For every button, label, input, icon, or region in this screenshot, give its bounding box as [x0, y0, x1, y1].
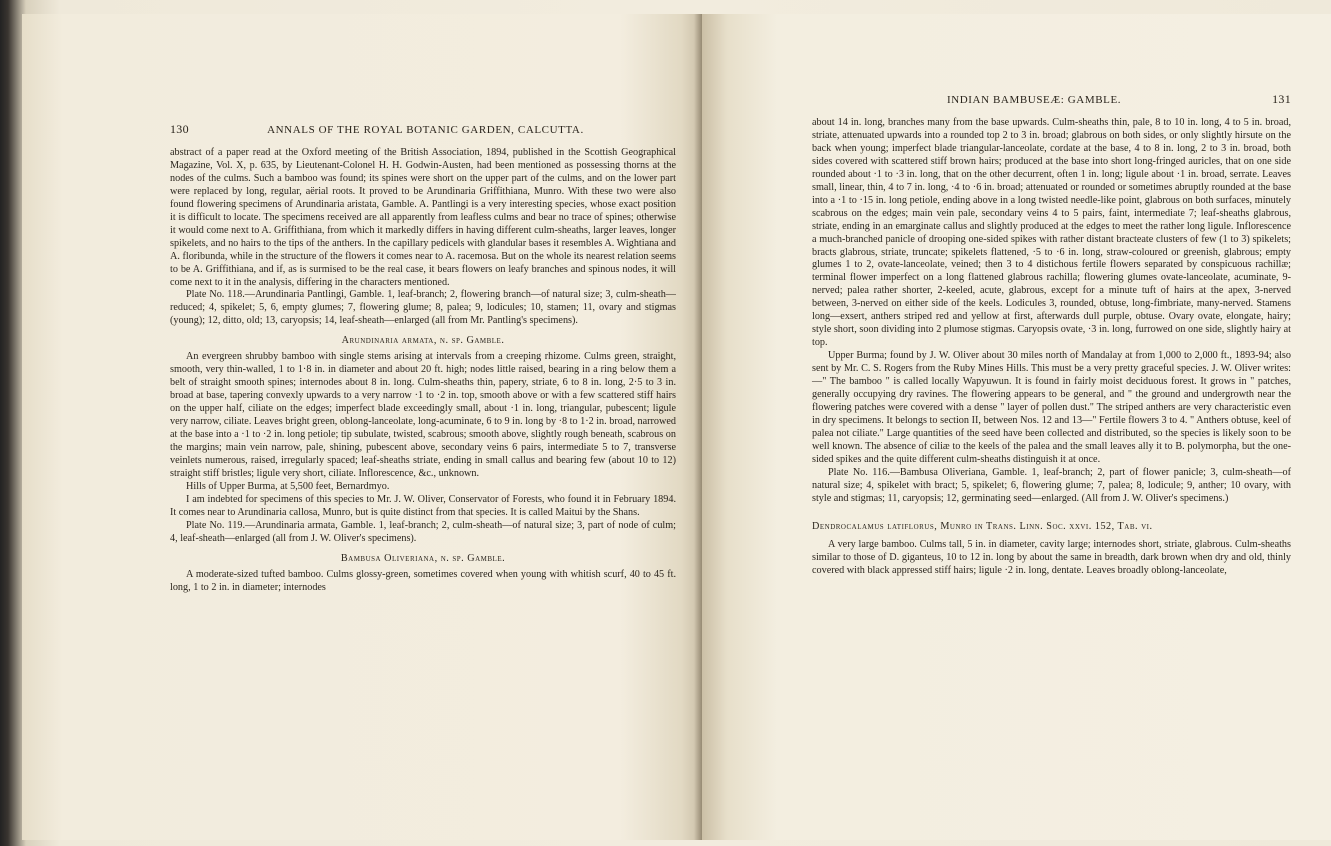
oliveriana-description-start: A moderate-sized tufted bamboo. Culms glossy-green, sometimes covered when young with whitish scurf, 40 to 45 ft. long, 1 to 2 in. in diameter; internodes — [170, 568, 676, 593]
latiflorus-description-start: A very large bamboo. Culms tall, 5 in. in diameter, cavity large; internodes short, striate, glabrous. Culm-sheaths similar to those of D. giganteus, 10 to 12 in. long by about the same in breadth, dark brown when dry and old, thinly covered with black appressed stiff hairs; ligule ·2 in. long, dentate. Leaves broadly oblong-lanceolate, — [812, 538, 1291, 576]
right-page — [702, 14, 1331, 840]
left-folio: 130 — [170, 122, 189, 136]
left-plate-118-caption: Plate No. 118.—Arundinaria Pantlingi, Gamble. 1, leaf-branch; 2, flowering branch—of natural size; 3, culm-sheath—reduced; 4, spikelet; 5, 6, empty glumes; 7, flowering glume; 8, palea; 9, lodicules; 10, stamen; 11, ovary and stigmas (young); 12, ditto, old; 13, caryopsis; 14, leaf-sheath—enlarged (all from Mr. Pantling's specimens). — [170, 289, 676, 327]
right-paragraph-2: Upper Burma; found by J. W. Oliver about 30 miles north of Mandalay at from 1,000 to 2,000 ft., 1893-94; also sent by Mr. C. S. Rogers from the Ruby Mines Hills. This must be a very pretty graceful species. J. W. Oliver writes:—" The bamboo " is called locally Wapyuwun. It is found in fairly moist deciduous forest. It grows in " patches, generally occupying dry ravines. The flowering appears to be general, and " the ground and undergrowth near the flowering patches were covered with a dense " layer of pollen dust." The striped anthers are very characteristic even in dry specimens. It belongs to section II, between Nos. 12 and 13—" Fertile flowers 3 to 4. " Anthers obtuse, keel of palea not ciliate." Large quantities of the seed have been collected and distributed, so the species is likely soon to be well known. The absence of ciliæ to the keels of the palea and the small leaves ally it to B. polymorpha, but the one-sided spikes and the quite different culm-sheaths distinguish it at once. — [812, 350, 1291, 465]
left-plate-119-caption: Plate No. 119.—Arundinaria armata, Gamble. 1, leaf-branch; 2, culm-sheath—of natural size; 3, part of node of culm; 4, leaf-sheath—enlarged (all from J. W. Oliver's specimens). — [170, 519, 676, 544]
left-running-head — [170, 122, 676, 137]
section-head-dendrocalamus-latiflorus: Dendrocalamus latiflorus, Munro in Trans. Linn. Soc. xxvi. 152, Tab. vi. — [812, 520, 1153, 532]
right-paragraph-1: about 14 in. long, branches many from the base upwards. Culm-sheaths thin, pale, 8 to 10 in. long, 4 to 5 in. broad, striate, attenuated upwards into a rounded top 2 to 3 in. broad; glabrous on both sides, or only slightly hirsute on the back when young; imperfect blade triangular-lanceolate, cordate at the base, 4 to 8 in. long, 2 to 3 in. broad, both sides covered with scattered stiff brown hairs; produced at the base into short long-fringed auricles, that on one side rounded about ·1 to ·3 in. long, that on the other decurrent, often 1 in. long; ligule about ·1 in. broad, serrate. Leaves small, linear, thin, 4 to 7 in. long, ·4 to ·6 in. broad; attenuated or rounded or sometimes abruptly rounded at the base into a ·1 to ·15 in. long petiole, ending above in a long twisted needle-like point, glabrous on both surfaces, minutely scabrous on the edges; main vein pale, secondary veins 4 to 5 pairs, faint, intermediate 7; leaf-sheaths glabrous, striate, ending in an emarginate callus and slightly produced at the edges to meet the rather long ligule. Inflorescence a much-branched panicle of drooping one-sided spikes with rather distant bracteate clusters of few (1 to 3) spikelets; bracts glabrous, striate, truncate; spikelets flattened, ·5 to ·6 in. long, straw-coloured or greenish, glabrous; empty glumes 1 to 2, ovate-lanceolate, veined; then 3 to 4 distichous fertile flowers separated by conspicuous rachillæ; terminal flower imperfect on a long flattened glabrous rachilla; flowering glumes ovate-lanceolate, acuminate, 9-nerved; palea rather shorter, 2-keeled, acute, glabrous, except for a minute tuft of hairs at the apex, 3-nerved between, 3-nerved on either side of the keels. Lodicules 3, rounded, obtuse, long-fimbriate, many-nerved. Stamens long—exsert, anthers striped red and yellow at first, afterwards dull purple, obtuse. Ovary ovate, elongate, hairy; style short, soon dividing into 2 plumose stigmas. Caryopsis ovate, ·3 in. long, furrowed on one side, slightly hairy at top. — [812, 117, 1291, 349]
section-head-arundinaria-armata: Arundinaria armata, n. sp. Gamble. — [341, 335, 505, 347]
left-running-title: ANNALS OF THE ROYAL BOTANIC GARDEN, CALCUTTA. — [267, 124, 584, 136]
armata-locality: Hills of Upper Burma, at 5,500 feet, Bernardmyo. — [186, 480, 390, 492]
left-paragraph-1: abstract of a paper read at the Oxford meeting of the British Association, 1894, published in the Scottish Geographical Magazine, Vol. X, p. 635, by Lieutenant-Colonel H. H. Godwin-Austen, had been mentioned as possessing thorns at the nodes of the culms. Such a bamboo was found; its spines were short on the upper part of the culms, and on the lower part were replaced by long, regular, aërial roots. It proved to be Arundinaria Griffithiana, Munro. With these two were also found flowering specimens of Arundinaria aristata, Gamble. A. Pantlingi is a very interesting species, whose exact position it is difficult to locate. The specimens received are all apparently from leafless culms and bear no trace of spines; otherwise it would come next to A. Griffithiana, from which it markedly differs in having different culm-sheaths, larger leaves, longer spikelets, and no hairs to the tips of the anthers. In the capillary pedicels with glandular bases it resembles A. Wightiana and A. floribunda, while in the structure of the flowers it comes near to A. racemosa. But on the whole its nearest relation seems to be A. Griffithiana, and if, as is surmised to be the real case, it bears flowers on leafy branches and spinous nodes, it will come next to it in the analysis, differing in the characters mentioned. — [170, 147, 676, 288]
right-running-head — [782, 92, 1291, 107]
armata-description: An evergreen shrubby bamboo with single stems arising at intervals from a creeping rhizome. Culms green, straight, smooth, very thin-walled, 1 to 1·8 in. in diameter and about 20 ft. high; nodes little raised, bearing in a ring below them a belt of straight smooth spines; internodes about 8 in. long. Culm-sheaths thin, papery, striate, 6 to 8 in. long, 2·5 to 3 in. broad at base, tapering convexly upwards to a very narrow ·1 to ·2 in. top, smooth above or with a few scattered stiff hairs on the upper half, ciliate on the edges; imperfect blade exceedingly small, about ·1 in. long, triangular, pubescent; ligule very narrow, ciliate. Leaves bright green, oblong-lanceolate, long-acuminate, 6 to 9 in. long by ·8 to 1·2 in. broad, narrowed at the base into a ·1 to ·2 in. long petiole; tip subulate, twisted, scabrous; smooth above, slightly rough beneath, scabrous on the margins; main vein narrow, pale, shining, pubescent above, secondary veins 6 pairs, intermediate 5 to 7, transverse veinlets numerous, raised, irregularly spaced; leaf-sheaths striate, ending in small callus and bearing few (about 10 to 12) straight stiff bristles; ligule very short, ciliate. Inflorescence, &c., unknown. — [170, 351, 677, 479]
right-plate-116-caption: Plate No. 116.—Bambusa Oliveriana, Gamble. 1, leaf-branch; 2, part of flower panicle; 3, culm-sheath—of natural size; 4, spikelet with bract; 5, spikelet; 6, flowering glume; 7, palea; 8, lodicule; 9, anther; 10 ovary, with style and stigmas; 11, caryopsis; 12, germinating seed—enlarged. (All from J. W. Oliver's specimens.) — [812, 466, 1291, 504]
section-head-bambusa-oliveriana: Bambusa Oliveriana, n. sp. Gamble. — [340, 552, 506, 564]
left-page — [22, 14, 702, 840]
right-folio: 131 — [1272, 92, 1291, 106]
right-running-title: INDIAN BAMBUSEÆ: GAMBLE. — [946, 94, 1122, 106]
armata-note: I am indebted for specimens of this species to Mr. J. W. Oliver, Conservator of Forests, who found it in February 1894. It comes near to Arundinaria callosa, Munro, but is quite distinct from that species. It is called Maitui by the Shans. — [170, 493, 676, 518]
